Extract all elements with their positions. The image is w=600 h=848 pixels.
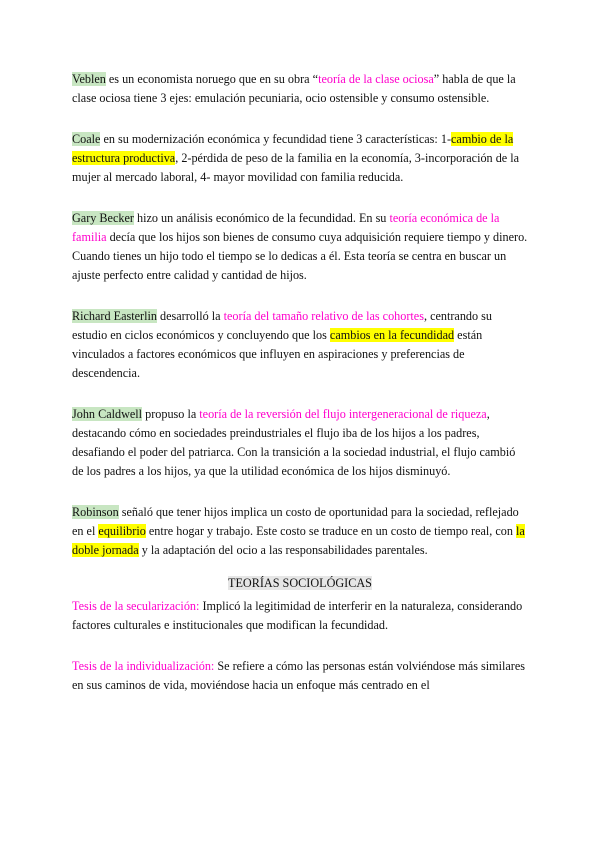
thesis-individualizacion [72, 657, 528, 695]
theory-name: teoría de la clase ociosa [318, 72, 434, 86]
text-span: es un economista noruego que en su obra “ [105, 72, 319, 86]
paragraph-robinson [72, 503, 528, 560]
text-span: , 2-pérdida de peso de la familia en la economía, 3-incorporación de la mujer al mercado laboral, 4- mayor movilidad con familia reducida. [72, 151, 520, 184]
text-span: propuso la [142, 407, 200, 421]
text-span: Implicó la legitimidad de interferir en la naturaleza, considerando factores culturales e institucionales que modifican la fecundidad. [72, 599, 523, 632]
author-name-caldwell: John Caldwell [72, 407, 143, 421]
text-span: están vinculados a factores económicos que influyen en aspiraciones y preferencias de descendencia. [72, 328, 483, 380]
paragraph-becker [72, 209, 528, 285]
highlighted-phrase: equilibrio [98, 524, 146, 538]
paragraph-caldwell [72, 405, 528, 481]
author-name-becker: Gary Becker [72, 211, 134, 225]
highlighted-phrase: cambios en la fecundidad [329, 328, 455, 342]
text-span: señaló que tener hijos implica un costo de oportunidad para la sociedad, reflejado en el [72, 505, 519, 538]
text-span: hizo un análisis económico de la fecundidad. En su [133, 211, 390, 225]
author-name-robinson: Robinson [72, 505, 119, 519]
text-span: ” habla de que la clase ociosa tiene 3 ejes: emulación pecuniaria, ocio ostensible y consumo ostensible. [72, 72, 516, 105]
paragraph-easterlin [72, 307, 528, 383]
paragraph-veblen [72, 70, 528, 108]
text-span: decía que los hijos son bienes de consumo cuya adquisición requiere tiempo y dinero. Cuando tienes un hijo todo el tiempo se lo dedicas a él. Esta teoría se centra en buscar un ajuste perfecto entre calidad y cantidad de hijos. [72, 230, 528, 282]
text-span: en su modernización económica y fecundidad tiene 3 características: 1- [100, 132, 452, 146]
author-name-coale: Coale [72, 132, 101, 146]
highlighted-phrase: cambio de la estructura productiva [72, 132, 514, 165]
thesis-label: Tesis de la individualización: [72, 659, 215, 673]
text-span: , destacando cómo en sociedades preindustriales el flujo iba de los hijos a los padres, desafiando el poder del patriarca. Con la transición a la sociedad industrial, el flujo cambió de los padres a los hijos, ya que la utilidad económica de los hijos disminuyó. [72, 407, 516, 478]
text-span: desarrolló la [156, 309, 224, 323]
text-span: , centrando su estudio en ciclos económicos y concluyendo que los [72, 309, 492, 342]
paragraph-coale [72, 130, 528, 187]
author-name-easterlin: Richard Easterlin [72, 309, 157, 323]
text-span: y la adaptación del ocio a las responsabilidades parentales. [138, 543, 428, 557]
text-span: entre hogar y trabajo. Este costo se traduce en un costo de tiempo real, con [145, 524, 517, 538]
author-name-veblen: Veblen [72, 72, 106, 86]
section-title [72, 574, 528, 593]
thesis-secularizacion [72, 597, 528, 635]
theory-name: teoría del tamaño relativo de las cohortes [223, 309, 424, 323]
highlighted-phrase: la doble jornada [72, 524, 525, 557]
theory-name: teoría económica de la familia [72, 211, 500, 244]
section-title-text: TEORÍAS SOCIOLÓGICAS [228, 576, 372, 590]
theory-name: teoría de la reversión del flujo intergeneracional de riqueza [199, 407, 487, 421]
thesis-label: Tesis de la secularización: [72, 599, 200, 613]
text-span: Se refiere a cómo las personas están volviéndose más similares en sus caminos de vida, moviéndose hacia un enfoque más centrado en el [72, 659, 525, 692]
